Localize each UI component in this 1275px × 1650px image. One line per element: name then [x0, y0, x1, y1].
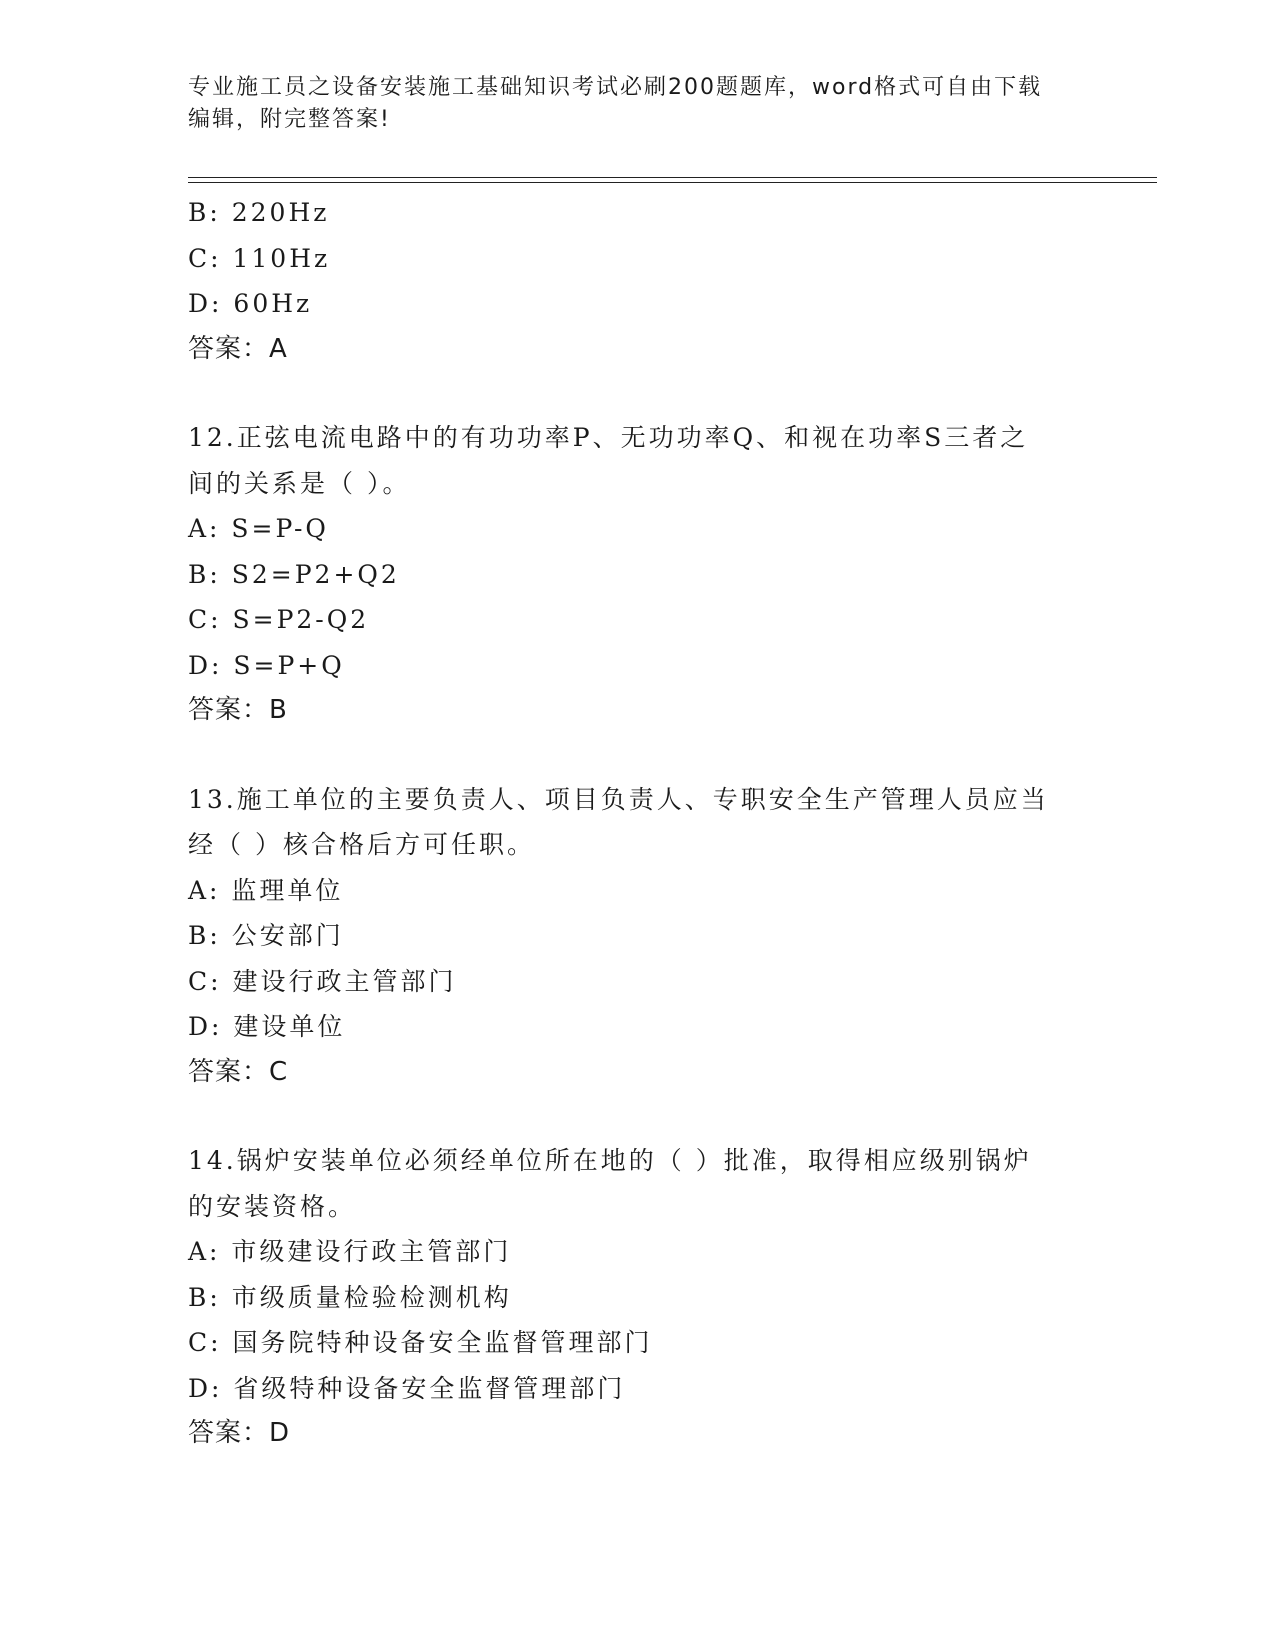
question-text-line: 13.施工单位的主要负责人、项目负责人、专职安全生产管理人员应当 [188, 784, 1049, 814]
question-text-line: 14.锅炉安装单位必须经单位所在地的（ ）批准，取得相应级别锅炉 [188, 1146, 1032, 1175]
question-text-line: 12.正弦电流电路中的有功功率P、无功功率Q、和视在功率S三者之 [188, 423, 1029, 452]
question-list [188, 190, 1088, 1457]
option-b: B: S2=P2+Q2 [188, 559, 400, 589]
question-text-line: 间的关系是（ ）。 [188, 468, 411, 498]
option-d: D: 建设单位 [188, 1012, 346, 1041]
option-b: B: 公安部门 [188, 921, 344, 950]
question-12 [188, 415, 1088, 734]
option-a: A: S=P-Q [188, 514, 329, 543]
question-text-line: 的安装资格。 [188, 1191, 357, 1221]
answer-line: 答案：D [188, 1418, 291, 1448]
option-d: D: 60Hz [188, 289, 313, 318]
option-d: D: 省级特种设备安全监督管理部门 [188, 1373, 626, 1403]
partial-question [188, 190, 1088, 372]
option-a: A: 监理单位 [188, 875, 344, 905]
header-divider-bottom [188, 182, 1157, 183]
option-b: B: 市级质量检验检测机构 [188, 1282, 512, 1312]
header-line-2: 编辑，附完整答案! [188, 107, 391, 132]
answer-line: 答案：C [188, 1056, 289, 1087]
option-c: C: 国务院特种设备安全监督管理部门 [188, 1328, 653, 1357]
option-c: C: S=P2-Q2 [188, 605, 370, 634]
question-13 [188, 777, 1088, 1096]
answer-line: 答案：B [188, 695, 288, 725]
header-divider-top [188, 177, 1157, 178]
option-a: A: 市级建设行政主管部门 [188, 1237, 512, 1266]
header-line-1: 专业施工员之设备安装施工基础知识考试必刷200题题库，word格式可自由下载 [188, 75, 1043, 100]
option-b: B: 220Hz [188, 198, 330, 227]
option-c: C: 110Hz [188, 243, 331, 273]
option-d: D: S=P+Q [188, 650, 345, 680]
option-c: C: 建设行政主管部门 [188, 966, 457, 996]
answer-line: 答案：A [188, 333, 288, 364]
question-14 [188, 1138, 1088, 1457]
question-text-line: 经（ ）核合格后方可任职。 [188, 830, 535, 859]
document-header [188, 72, 1088, 136]
